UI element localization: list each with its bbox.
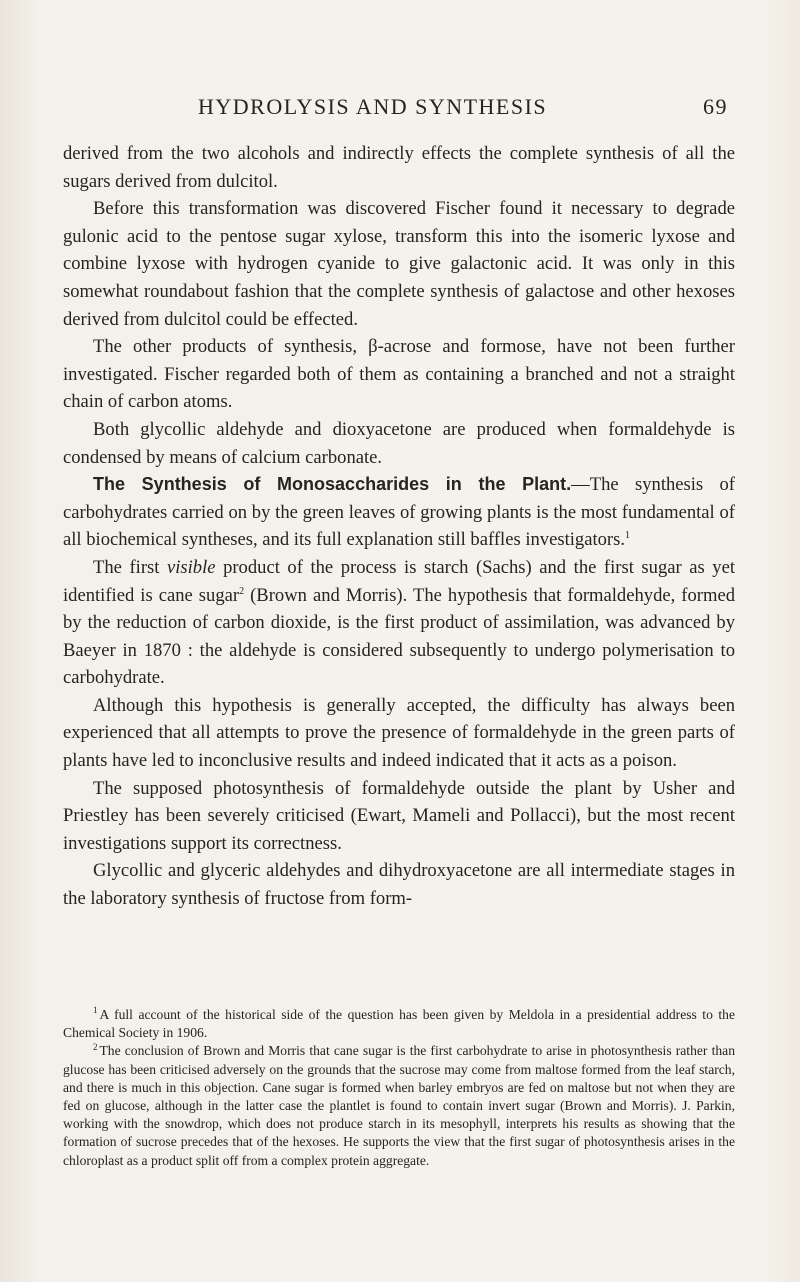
paragraph-text: product of the process is starch (Sachs) and the first sugar as yet identified is cane sugar [63,556,736,606]
paragraph: Glycollic and glyceric aldehydes and dihydroxyacetone are all intermediate stages in the laboratory synthesis of fructose from form- [63,860,735,910]
paragraph: Both glycollic aldehyde and dioxyacetone are produced when formaldehyde is condensed by means of calcium carbonate. [63,418,735,468]
footnotes [63,1006,735,1170]
paragraph: derived from the two alcohols and indirectly effects the complete synthesis of all the sugars derived from dulcitol. [63,143,735,192]
paragraph: The supposed photosynthesis of formaldehyde outside the plant by Usher and Priestley has been severely criticised (Ewart, Mameli and Pollacci), but the most recent investigations support its correctness. [63,777,735,854]
footnote [63,1006,735,1042]
page-title: HYDROLYSIS AND SYNTHESIS [198,94,548,119]
paragraph: Although this hypothesis is generally accepted, the difficulty has always been experienced that all attempts to prove the presence of formaldehyde in the green parts of plants have led to inconclusive results and indeed indicated that it acts as a poison. [63,694,735,772]
footnote-text: The conclusion of Brown and Morris that cane sugar is the first carbohydrate to arise in photosynthesis rather than glucose has been criticised adversely on the grounds that the sucrose may come from maltose formed from the leaf starch, and there is much in this objection. Cane sugar is formed when barley embryos are fed on maltose but not when they are fed on glucose, although in the latter case the plantlet is found to contain invert sugar (Brown and Morris). J. Parkin, working with the snowdrop, which does not produce starch in its mesophyll, interprets his results as showing that the formation of sucrose precedes that of the hexoses. He supports the view that the first sugar of photosynthesis arises in the chloroplast as a product split off from a complex protein aggregate. [63,1043,735,1168]
paragraph: Before this transformation was discovered Fischer found it necessary to degrade gulonic acid to the pentose sugar xylose, transform this into the isomeric lyxose and combine lyxose with hydrogen cyanide to give galactonic acid. It was only in this somewhat roundabout fashion that the complete synthesis of galactose and other hexoses derived from dulcitol could be effected. [63,198,735,330]
emphasis: visible [166,556,216,578]
running-head [198,94,728,120]
page-number: 69 [703,94,728,119]
footnote [63,1042,735,1169]
body-text [63,140,735,913]
footnote-text: A full account of the historical side of the question has been given by Meldola in a presidential address to the Chemical Society in 1906. [63,1007,735,1041]
footnote-number: 2 [93,1041,98,1052]
section-heading: The Synthesis of Monosaccharides in the Plant. [93,474,572,495]
footnote-ref: 1 [625,530,630,542]
footnote-ref: 2 [239,585,245,597]
footnote-number: 1 [93,1005,98,1016]
paragraph-text: The first [93,556,167,578]
paragraph: The other products of synthesis, β-acrose and formose, have not been further investigated. Fischer regarded both of them as containing a branched and not a straight chain of carbon atoms. [63,336,735,413]
paragraph [63,554,735,692]
paragraph-text: (Brown and Morris). The hypothesis that formaldehyde, formed by the reduction of carbon dioxide, is the first product of assimilation, was advanced by Baeyer in 1870 : the aldehyde is considered subsequently to undergo polymerisation to carbohydrate. [63,584,735,689]
paragraph-text: —The synthesis of carbohydrates carried on by the green leaves of growing plants is the most fundamental of all biochemical syntheses, and its full explanation still baffles investigators. [63,474,735,551]
paragraph [63,471,735,554]
